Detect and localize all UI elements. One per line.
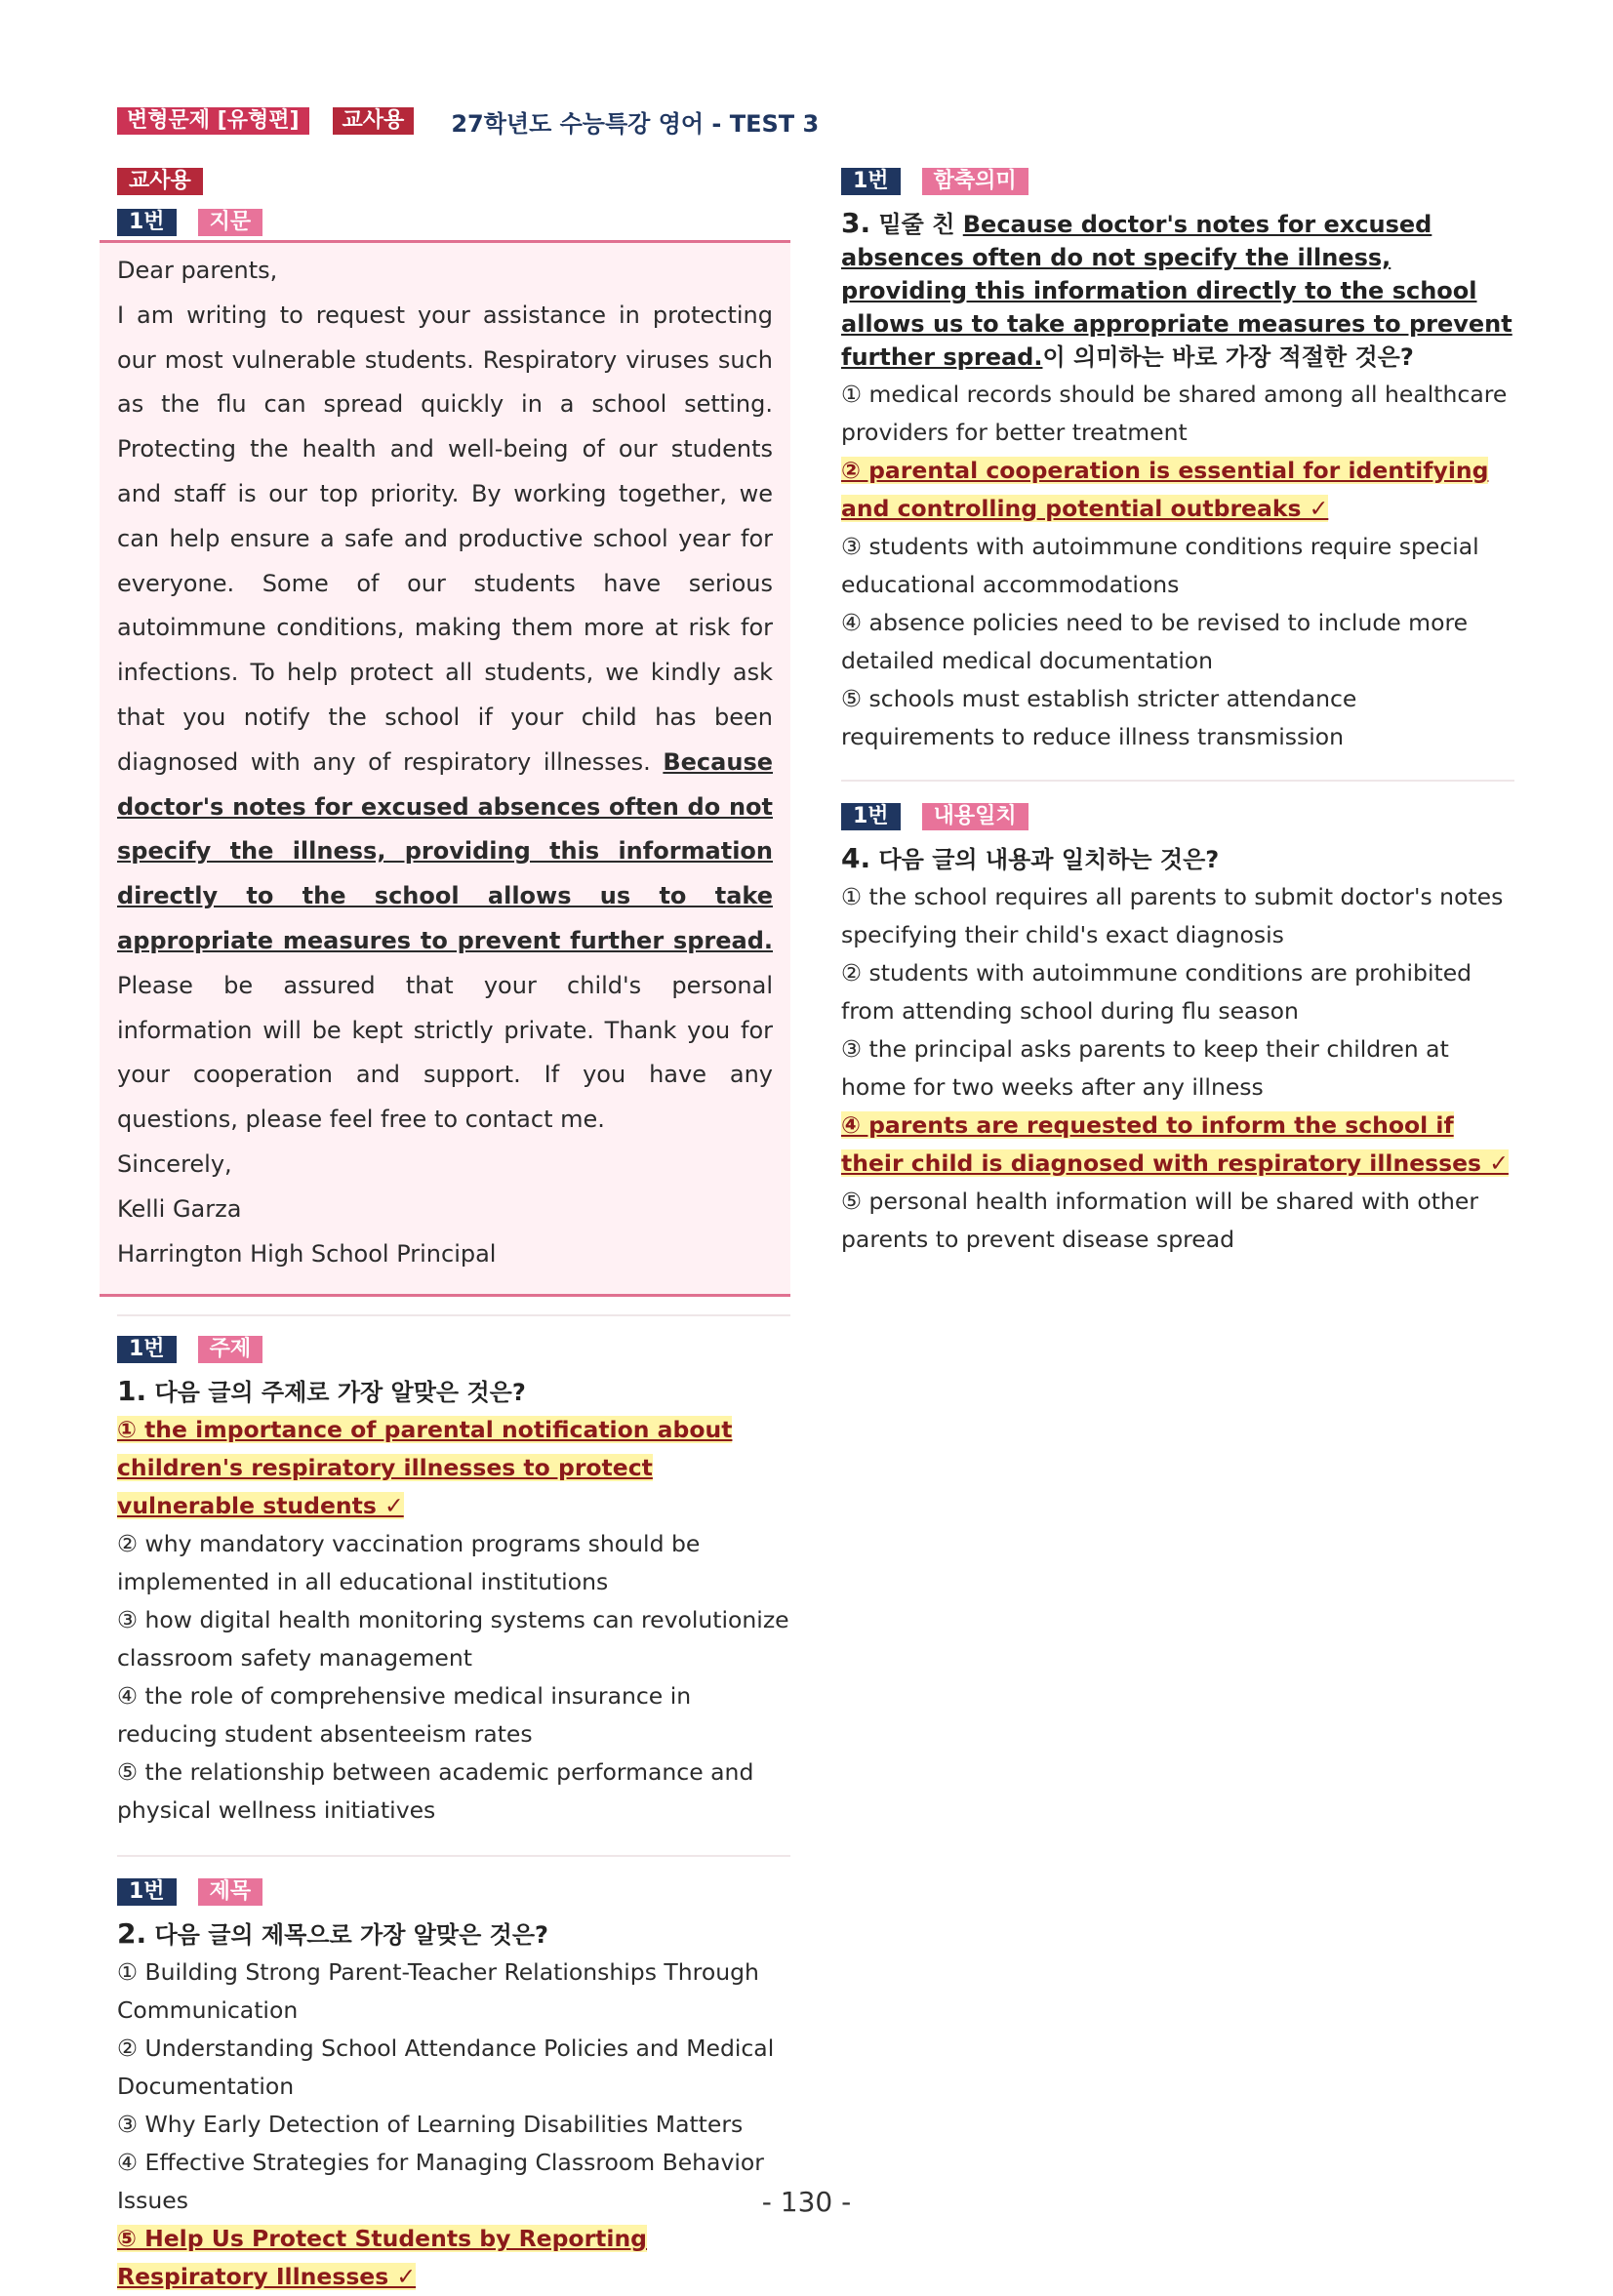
passage-box: [100, 240, 790, 1297]
question-2: [117, 1878, 790, 2296]
signature-title: Harrington High School Principal: [117, 1239, 497, 1268]
underlined-sentence: Because doctor's notes for excused absences often do not specify the illness, providing this information directly to the school allows us to take appropriate measures to prevent further spread.: [117, 747, 773, 954]
q3-badges: [841, 168, 1514, 195]
option-correct[interactable]: ② parental cooperation is essential for identifying and controlling potential outbreaks ✓: [841, 457, 1489, 522]
option[interactable]: ⑤ schools must establish stricter attendance requirements to reduce illness transmission: [841, 685, 1357, 750]
section-divider: [841, 780, 1514, 782]
option[interactable]: ③ the principal asks parents to keep their children at home for two weeks after any illness: [841, 1035, 1449, 1101]
passage-body: I am writing to request your assistance in protecting our most vulnerable students. Respiratory viruses such as the flu can spread quickly in a school setting. Protecting the health and well-being of our students and staff is our top priority. By working together, we can help ensure a safe and productive school year for everyone. Some of our students have serious autoimmune conditions, making them more at risk for infections. To help protect all students, we kindly ask that you notify the school if your child has been diagnosed with any of respiratory illnesses. Because doctor's notes for excused absences often do not specify the illness, providing this information directly to the school allows us to take appropriate measures to prevent further spread. Please be assured that your child's personal information will be kept strictly private. Thank you for your cooperation and support. If you have any questions, please feel free to contact me.: [117, 301, 773, 1134]
option[interactable]: ① medical records should be shared among all healthcare providers for better treatment: [841, 381, 1508, 446]
option[interactable]: ⑤ the relationship between academic performance and physical wellness initiatives: [117, 1758, 754, 1825]
question-number-badge: 1번: [117, 1878, 177, 1906]
answer-options: [841, 878, 1514, 1259]
answer-options: [117, 1954, 790, 2296]
question-4: [841, 803, 1514, 1259]
option[interactable]: ④ absence policies need to be revised to include more detailed medical documentation: [841, 609, 1469, 674]
salutation: Dear parents,: [117, 257, 278, 284]
page-number: - 130 -: [761, 2186, 852, 2218]
variant-tag: 변형문제 [유형편]: [117, 107, 309, 135]
option[interactable]: ③ how digital health monitoring systems can revolutionize classroom safety management: [117, 1606, 789, 1672]
option[interactable]: ① the school requires all parents to submit doctor's notes specifying their child's exact diagnosis: [841, 883, 1504, 948]
section-label-badge: 함축의미: [922, 168, 1028, 195]
question-title: 1. 다음 글의 주제로 가장 알맞은 것은?: [117, 1375, 526, 1408]
option[interactable]: ② Understanding School Attendance Policies and Medical Documentation: [117, 2034, 775, 2101]
answer-options: [117, 1411, 790, 1830]
passage-badges: [117, 209, 790, 236]
question-number-badge: 1번: [117, 1336, 177, 1363]
left-column: [117, 168, 790, 2296]
section-divider: [117, 1855, 790, 1857]
closing: Sincerely,: [117, 1149, 232, 1178]
option[interactable]: ④ Effective Strategies for Managing Classroom Behavior Issues: [117, 2149, 764, 2215]
signature-name: Kelli Garza: [117, 1194, 242, 1223]
option[interactable]: ③ students with autoimmune conditions require special educational accommodations: [841, 533, 1479, 598]
section-label-badge: 제목: [198, 1878, 263, 1906]
option[interactable]: ① Building Strong Parent-Teacher Relationships Through Communication: [117, 1958, 759, 2025]
question-1: [117, 1336, 790, 1830]
document-title: 27학년도 수능특강 영어 - TEST 3: [451, 109, 820, 138]
q2-badges: [117, 1878, 790, 1906]
question-3: [841, 168, 1514, 756]
section-label-badge: 주제: [198, 1336, 263, 1363]
section-divider: [117, 1314, 790, 1316]
option-correct[interactable]: ⑤ Help Us Protect Students by Reporting Respiratory Illnesses ✓: [117, 2225, 648, 2291]
underlined-reference: Because doctor's notes for excused absences often do not specify the illness, providing this information directly to the school allows us to take appropriate measures to prevent further spread.: [841, 211, 1512, 371]
teacher-tag: 교사용: [333, 107, 415, 135]
q4-badges: [841, 803, 1514, 830]
teacher-label: 교사용: [117, 168, 203, 195]
option[interactable]: ③ Why Early Detection of Learning Disabilities Matters: [117, 2111, 744, 2139]
section-label-badge: 지문: [198, 209, 263, 236]
option[interactable]: ⑤ personal health information will be shared with other parents to prevent disease spread: [841, 1188, 1479, 1253]
answer-options: [841, 376, 1514, 756]
question-title: 2. 다음 글의 제목으로 가장 알맞은 것은?: [117, 1917, 548, 1951]
question-number-badge: 1번: [841, 803, 901, 830]
page-header: [117, 103, 819, 139]
option-correct[interactable]: ④ parents are requested to inform the school if their child is diagnosed with respiratory illnesses ✓: [841, 1111, 1509, 1177]
section-label-badge: 내용일치: [922, 803, 1028, 830]
question-number-badge: 1번: [117, 209, 177, 236]
option[interactable]: ② students with autoimmune conditions are prohibited from attending school during flu season: [841, 959, 1472, 1025]
question-title: 4. 다음 글의 내용과 일치하는 것은?: [841, 842, 1220, 874]
right-column: [841, 168, 1514, 1259]
question-title: 3. 밑줄 친 Because doctor's notes for excused absences often do not specify the illness, providing this information directly to the school allows us to take appropriate measures to prevent further spread.이 의미하는 바로 가장 적절한 것은?: [841, 207, 1512, 371]
option[interactable]: ② why mandatory vaccination programs should be implemented in all educational institutions: [117, 1530, 701, 1596]
passage-text: [117, 249, 773, 1276]
question-number-badge: 1번: [841, 168, 901, 195]
option-correct[interactable]: ① the importance of parental notification about children's respiratory illnesses to protect vulnerable students ✓: [117, 1416, 733, 1520]
q1-badges: [117, 1336, 790, 1363]
option[interactable]: ④ the role of comprehensive medical insurance in reducing student absenteeism rates: [117, 1682, 692, 1749]
